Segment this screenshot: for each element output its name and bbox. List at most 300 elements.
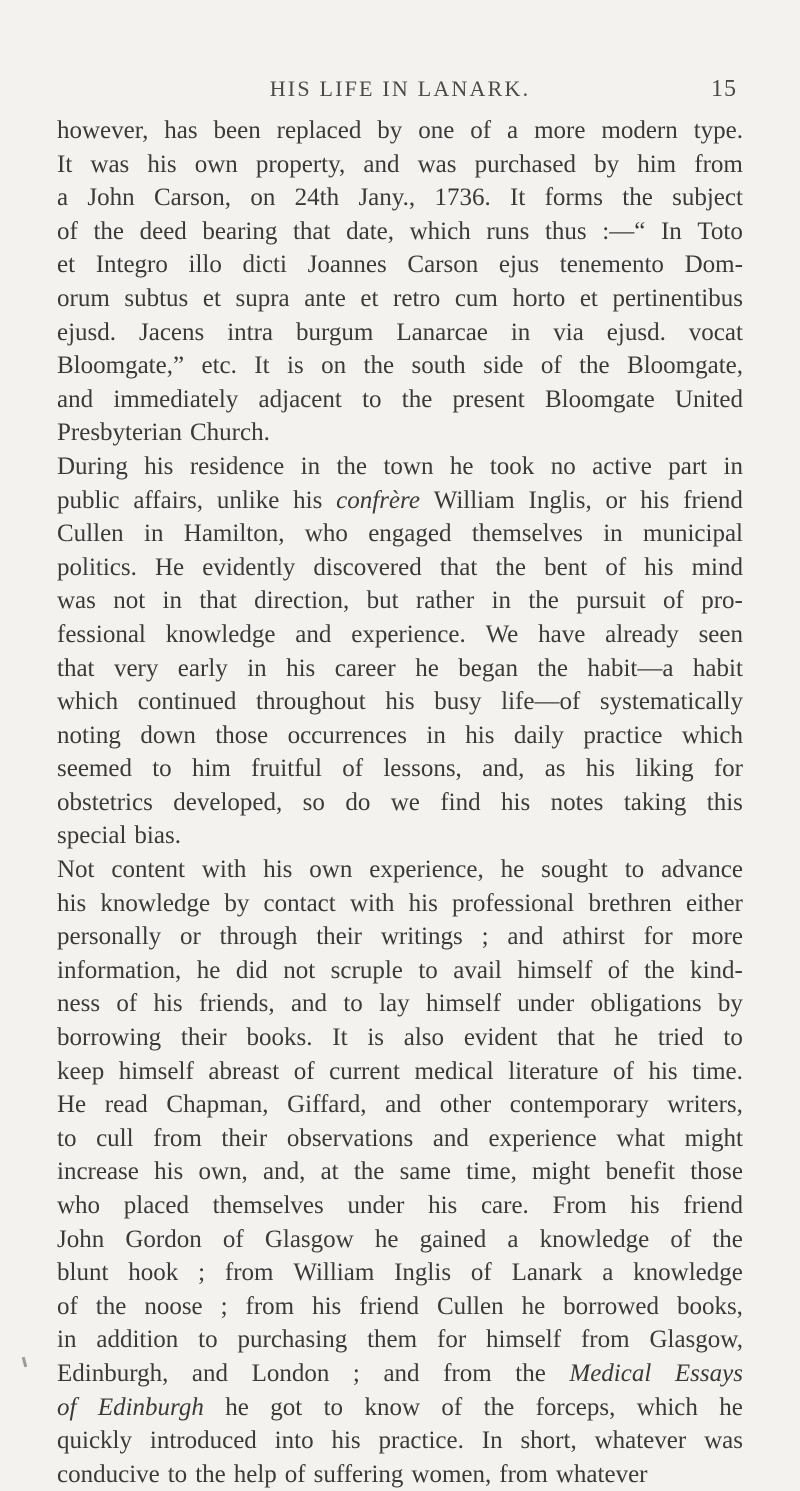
word: knowledge <box>633 1259 743 1287</box>
word: During <box>57 452 128 480</box>
word: engaged <box>368 520 452 548</box>
word: and <box>383 1359 420 1387</box>
word: affairs, <box>133 486 203 514</box>
text-line <box>57 349 743 383</box>
word: one <box>418 117 455 144</box>
word: in <box>144 520 164 548</box>
word: other <box>439 1091 492 1119</box>
word: in <box>247 654 267 682</box>
word: his <box>312 1292 342 1320</box>
word: from <box>694 150 743 178</box>
word: was <box>57 587 96 615</box>
word: From <box>552 1192 607 1219</box>
paragraph <box>57 450 743 853</box>
word: that <box>439 553 478 581</box>
word: Joannes <box>307 251 387 279</box>
word: placed <box>123 1192 189 1219</box>
word: obstetrics <box>57 788 153 816</box>
text-line <box>57 282 743 316</box>
word: with <box>349 889 395 917</box>
text-line <box>57 1323 743 1357</box>
word: that <box>57 654 95 682</box>
word: blunt <box>57 1259 109 1287</box>
word: tried <box>657 1024 704 1052</box>
word: with <box>201 856 247 884</box>
word: borrowed <box>563 1292 659 1320</box>
word: the <box>336 452 368 480</box>
word: been <box>213 117 261 144</box>
word: time. <box>692 1057 743 1085</box>
word: the <box>495 553 527 581</box>
word: we <box>390 788 420 816</box>
word: his <box>640 486 670 514</box>
word: a <box>602 1259 614 1287</box>
word: from <box>580 1326 630 1354</box>
word: find <box>440 788 481 816</box>
text-line <box>57 1458 743 1491</box>
word: under <box>347 1192 405 1219</box>
word: professional <box>452 889 575 917</box>
word: Carson <box>407 251 479 279</box>
text-line <box>57 1155 743 1189</box>
word: his <box>263 856 293 884</box>
word: retro <box>393 284 441 312</box>
word: habit—a <box>587 654 674 682</box>
word: contact <box>263 889 336 917</box>
word: Integro <box>95 251 168 279</box>
word: he <box>449 452 474 480</box>
word: taking <box>623 788 687 816</box>
word: on <box>321 352 347 380</box>
word: which <box>636 1393 698 1421</box>
word: noose <box>144 1292 203 1320</box>
word: experience. <box>351 620 466 648</box>
word: London <box>251 1359 330 1387</box>
word: his <box>585 755 615 783</box>
text-line <box>57 752 743 786</box>
word: horto <box>512 284 566 312</box>
word: ; <box>352 1359 360 1387</box>
word: short, <box>520 1427 577 1455</box>
word: in <box>510 318 531 346</box>
word: the <box>712 1225 743 1253</box>
page-number: 15 <box>711 76 737 102</box>
word: advance <box>661 856 743 884</box>
word: who <box>304 520 348 548</box>
word: his <box>286 654 316 682</box>
word: public <box>57 486 120 514</box>
word: more <box>534 117 586 144</box>
word: pro- <box>701 587 743 615</box>
word: of <box>57 1393 77 1421</box>
word: rather <box>415 587 475 615</box>
word: information, <box>57 956 182 984</box>
word: care. <box>480 1192 529 1219</box>
word: Giffard, <box>287 1091 367 1119</box>
word: on <box>250 184 276 212</box>
word: scruple <box>330 956 403 984</box>
word: of <box>342 755 364 783</box>
word: thus <box>544 217 587 245</box>
word: systematically <box>599 688 743 716</box>
word: not <box>113 587 146 615</box>
word: avail <box>453 956 502 984</box>
running-head: HIS LIFE IN LANARK. <box>269 76 531 101</box>
paragraph <box>57 853 743 1491</box>
word: knowledge <box>100 889 211 917</box>
word: who <box>57 1192 101 1219</box>
word: themselves <box>212 1192 324 1219</box>
word: the <box>353 1158 385 1186</box>
word: 1736. <box>434 184 491 212</box>
text-line <box>57 517 743 551</box>
word: also <box>403 1024 445 1052</box>
word: United <box>674 385 743 413</box>
word: contemporary <box>509 1091 649 1119</box>
word: Medical <box>569 1359 652 1387</box>
word: and <box>57 385 94 413</box>
word: content <box>111 856 185 884</box>
word: special <box>57 822 127 850</box>
word: early <box>177 654 228 682</box>
word: from <box>224 1259 274 1287</box>
word: literature <box>508 1057 599 1085</box>
word: discovered <box>313 553 422 581</box>
word: of <box>284 1460 306 1488</box>
word: do <box>345 788 371 816</box>
word: Essays <box>674 1359 743 1387</box>
word: brethren <box>588 889 672 917</box>
word: of <box>470 117 492 144</box>
word: increase <box>57 1158 139 1186</box>
word: of <box>605 553 627 581</box>
word: property, <box>255 150 346 178</box>
text-line <box>57 1424 743 1458</box>
word: as <box>544 755 566 783</box>
word: which <box>681 721 743 749</box>
word: ejusd. <box>57 318 117 346</box>
word: part <box>668 452 708 480</box>
word: Bloomgate, <box>627 352 743 380</box>
word: et <box>202 284 221 312</box>
word: Edinburgh <box>97 1393 204 1421</box>
word: purchasing <box>237 1326 348 1354</box>
word: the <box>528 587 559 615</box>
word: and, <box>482 755 525 783</box>
word: and <box>507 923 544 951</box>
word: developed, <box>173 788 283 816</box>
word: is <box>287 352 304 380</box>
word: his <box>147 150 177 178</box>
word: It <box>332 1024 348 1052</box>
word: was <box>90 150 130 178</box>
word: lessons, <box>383 755 462 783</box>
text-line <box>57 1189 743 1223</box>
word: experience <box>488 1124 597 1152</box>
text-line <box>57 1256 743 1290</box>
word: In <box>481 1427 503 1455</box>
word: in <box>491 587 512 615</box>
text-line <box>57 887 743 921</box>
word: direction, <box>254 587 350 615</box>
word: to <box>57 1124 77 1152</box>
word: fessional <box>57 620 146 648</box>
word: It <box>510 184 526 212</box>
word: town <box>383 452 434 480</box>
word: supra <box>235 284 290 312</box>
word: the <box>515 1359 546 1387</box>
word: in <box>603 520 623 548</box>
body-text <box>57 114 743 1491</box>
word: pursuit <box>576 587 646 615</box>
word: writers, <box>667 1091 743 1119</box>
word: from <box>443 1359 492 1387</box>
word: throughout <box>256 688 366 716</box>
word: in <box>426 721 446 749</box>
word: seen <box>698 620 743 648</box>
word: of <box>663 587 684 615</box>
word: is <box>367 1024 384 1052</box>
word: burgum <box>296 318 374 346</box>
word: friend <box>683 486 743 514</box>
word: his <box>428 1192 458 1219</box>
word: bearing <box>202 217 278 245</box>
text-line <box>57 1290 743 1324</box>
text-line <box>57 786 743 820</box>
text-line <box>57 1223 743 1257</box>
word: medical <box>414 1057 494 1085</box>
word: got <box>270 1393 303 1421</box>
word: at <box>320 1158 339 1186</box>
word: daily <box>513 721 564 749</box>
word: orum <box>57 284 110 312</box>
word: not <box>283 956 316 984</box>
word: to <box>198 1326 218 1354</box>
word: purchased <box>474 150 576 178</box>
word: for <box>437 1326 467 1354</box>
word: type. <box>693 117 743 144</box>
word: active <box>592 452 652 480</box>
word: he <box>374 1225 399 1253</box>
text-line <box>57 954 743 988</box>
word: ; <box>220 1292 228 1320</box>
word: own, <box>198 1158 248 1186</box>
word: by <box>224 889 250 917</box>
word: for <box>643 923 673 951</box>
word: for <box>713 755 743 783</box>
word: William <box>293 1259 375 1287</box>
word: Gordon <box>125 1225 202 1253</box>
word: the <box>93 217 124 245</box>
word: of <box>222 1225 244 1253</box>
word: by <box>377 117 403 144</box>
word: which <box>57 688 119 716</box>
word: Inglis <box>394 1259 452 1287</box>
word: Lanarcae <box>396 318 488 346</box>
word: and <box>385 1091 422 1119</box>
word: William <box>433 486 515 514</box>
word: John <box>57 1225 105 1253</box>
word: friend <box>683 1192 743 1219</box>
word: their <box>316 923 363 951</box>
word: Not <box>57 856 95 884</box>
word: his <box>144 452 174 480</box>
word: Glasgow <box>264 1225 354 1253</box>
word: experience, <box>369 856 484 884</box>
word: to <box>167 1460 188 1488</box>
word: evident <box>463 1024 538 1052</box>
word: noting <box>57 721 121 749</box>
word: have <box>538 620 586 648</box>
word: under <box>517 990 575 1018</box>
word: of <box>57 1292 78 1320</box>
page-header <box>0 76 800 106</box>
word: women, <box>411 1460 492 1488</box>
word: so <box>302 788 325 816</box>
word: themselves <box>471 520 583 548</box>
word: hook <box>128 1259 179 1287</box>
text-line <box>57 652 743 686</box>
word: bias. <box>134 822 181 850</box>
word: own <box>309 856 353 884</box>
word: tenemento <box>559 251 664 279</box>
word: Jany., <box>358 184 416 212</box>
text-line <box>57 215 743 249</box>
word: continued <box>137 688 237 716</box>
word: those <box>215 721 269 749</box>
word: he <box>415 654 439 682</box>
word: his <box>293 486 323 514</box>
word: whatever <box>555 1460 648 1488</box>
word: began <box>458 654 518 682</box>
word: took <box>489 452 535 480</box>
word: and <box>290 990 328 1018</box>
text-line <box>57 685 743 719</box>
word: himself <box>486 1326 562 1354</box>
word: etc. <box>201 352 237 380</box>
word: to <box>343 990 363 1018</box>
word: modern <box>601 117 678 144</box>
word: and <box>363 150 400 178</box>
word: has <box>164 117 198 144</box>
word: the <box>195 1460 226 1488</box>
word: the <box>622 184 653 212</box>
word: cull <box>96 1124 134 1152</box>
word: et <box>57 251 76 279</box>
word: might <box>684 1124 743 1152</box>
word: know <box>364 1393 421 1421</box>
word: himself <box>118 1057 194 1085</box>
word: from <box>245 1292 295 1320</box>
word: forceps, <box>535 1393 616 1421</box>
word: quickly <box>57 1427 132 1455</box>
word: via <box>553 318 584 346</box>
word: politics. <box>57 553 137 581</box>
word: himself <box>425 990 501 1018</box>
word: Bloomgate,” <box>57 352 185 380</box>
text-line <box>57 450 743 484</box>
word: current <box>329 1057 400 1085</box>
word: athirst <box>562 923 625 951</box>
word: bent <box>544 553 588 581</box>
word: south <box>411 352 466 380</box>
text-line <box>57 1391 743 1425</box>
word: same <box>399 1158 451 1186</box>
word: Toto <box>697 217 743 245</box>
word: deed <box>139 217 187 245</box>
word: career <box>334 654 396 682</box>
word: benefit <box>605 1158 675 1186</box>
word: ejusd. <box>606 318 666 346</box>
word: of <box>540 352 562 380</box>
word: Carson, <box>153 184 232 212</box>
word: he <box>500 856 525 884</box>
word: practice <box>583 721 663 749</box>
word: present <box>452 385 525 413</box>
word: to <box>323 1393 344 1421</box>
text-line <box>57 1122 743 1156</box>
word: friend <box>359 1292 419 1320</box>
word: his <box>465 721 495 749</box>
word: lay <box>379 990 410 1018</box>
word: own <box>194 150 238 178</box>
word: forms <box>544 184 603 212</box>
word: ; <box>198 1259 206 1287</box>
word: he <box>196 956 221 984</box>
word: Dom- <box>684 251 743 279</box>
word: personally <box>57 923 162 951</box>
word: what <box>616 1124 666 1152</box>
word: his <box>153 990 183 1018</box>
word: Cullen <box>436 1292 504 1320</box>
word: his <box>648 1057 678 1085</box>
word: or <box>605 486 627 514</box>
word: of <box>607 956 629 984</box>
word: the <box>537 654 568 682</box>
word: he <box>614 1024 639 1052</box>
word: whatever <box>594 1427 687 1455</box>
word: his <box>644 553 674 581</box>
word: a <box>507 117 519 144</box>
word: into <box>274 1427 314 1455</box>
word: pertinentibus <box>612 284 743 312</box>
word: date, <box>346 217 394 245</box>
text-line <box>57 416 743 450</box>
text-line <box>57 987 743 1021</box>
word: adjacent <box>258 385 342 413</box>
word: of <box>116 990 138 1018</box>
word: confrère <box>336 486 420 514</box>
word: his <box>57 889 87 917</box>
word: to <box>723 1024 743 1052</box>
word: him <box>637 150 677 178</box>
word: them <box>367 1326 418 1354</box>
word: he <box>719 1393 743 1421</box>
word: Presbyterian <box>57 419 182 447</box>
word: Chapman, <box>166 1091 269 1119</box>
word: books, <box>676 1292 743 1320</box>
word: immediately <box>113 385 239 413</box>
text-line <box>57 853 743 887</box>
text-line <box>57 1088 743 1122</box>
word: he <box>521 1292 546 1320</box>
word: abreast <box>208 1057 280 1085</box>
word: evidently <box>202 553 296 581</box>
word: vocat <box>688 318 743 346</box>
word: a <box>57 184 69 212</box>
word: the <box>579 352 610 380</box>
word: borrowing <box>57 1024 162 1052</box>
